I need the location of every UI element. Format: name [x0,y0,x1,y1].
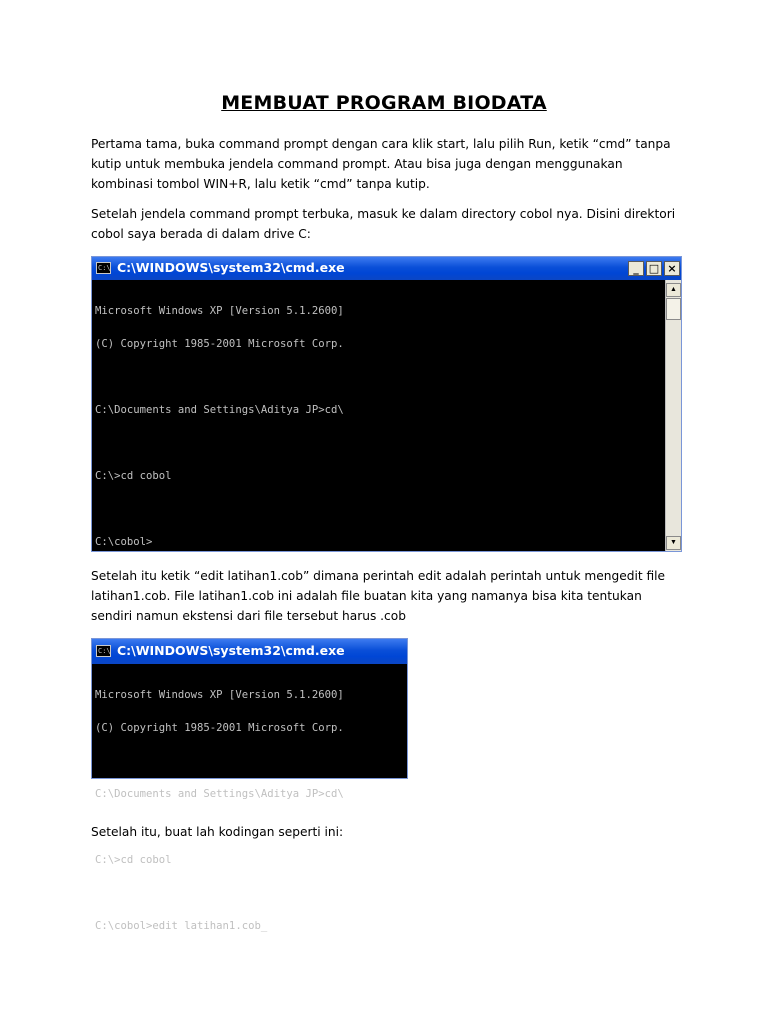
console-line: C:\>cd cobol [95,470,172,482]
vertical-scrollbar[interactable] [665,280,681,551]
cmd-icon: C:\ [98,264,111,272]
paragraph-coding: Setelah itu, buat lah kodingan seperti ini: [91,825,344,839]
console-line: C:\cobol> [95,536,153,548]
close-button[interactable]: × [664,261,680,276]
scroll-up-arrow-icon[interactable]: ▲ [666,283,681,297]
minimize-button[interactable]: _ [628,261,644,276]
cmd-window-1 [91,256,682,552]
console-line: (C) Copyright 1985-2001 Microsoft Corp. [95,338,344,350]
document-title: MEMBUAT PROGRAM BIODATA [221,92,547,114]
console-line: C:\cobol>edit latihan1.cob_ [95,920,268,932]
console-line: C:\>cd cobol [95,854,172,866]
paragraph-intro: Pertama tama, buka command prompt dengan cara klik start, lalu pilih Run, ketik “cmd” tanpa kutip untuk membuka jendela command prompt. Atau bisa juga dengan menggunakan kombinasi tombol WIN+R, lalu ketik “cmd” tanpa kutip. [91,137,671,191]
cmd-window-1-title: C:\WINDOWS\system32\cmd.exe [117,260,345,275]
paragraph-edit: Setelah itu ketik “edit latihan1.cob” dimana perintah edit adalah perintah untuk mengedit file latihan1.cob. File latihan1.cob ini adalah file buatan kita yang namanya bisa kita tentukan sendiri namun ekstensi dari file tersebut harus .cob [91,569,666,623]
cmd-window-2-console[interactable] [95,668,344,954]
scroll-thumb[interactable] [666,298,681,320]
cmd-window-2-title: C:\WINDOWS\system32\cmd.exe [117,643,345,658]
console-line: C:\Documents and Settings\Aditya JP>cd\ [95,788,344,800]
cmd-window-2-titlebar[interactable] [92,639,407,664]
maximize-button[interactable]: □ [646,261,662,276]
cmd-window-1-titlebar[interactable] [92,257,681,280]
paragraph-directory: Setelah jendela command prompt terbuka, masuk ke dalam directory cobol nya. Disini direktori cobol saya berada di dalam drive C: [91,207,676,241]
console-line: (C) Copyright 1985-2001 Microsoft Corp. [95,722,344,734]
scroll-down-arrow-icon[interactable]: ▼ [666,536,681,550]
console-line: C:\Documents and Settings\Aditya JP>cd\ [95,404,344,416]
cmd-icon: C:\ [98,647,111,655]
cmd-window-1-console[interactable] [95,284,344,570]
console-line: Microsoft Windows XP [Version 5.1.2600] [95,305,344,317]
console-line: Microsoft Windows XP [Version 5.1.2600] [95,689,344,701]
